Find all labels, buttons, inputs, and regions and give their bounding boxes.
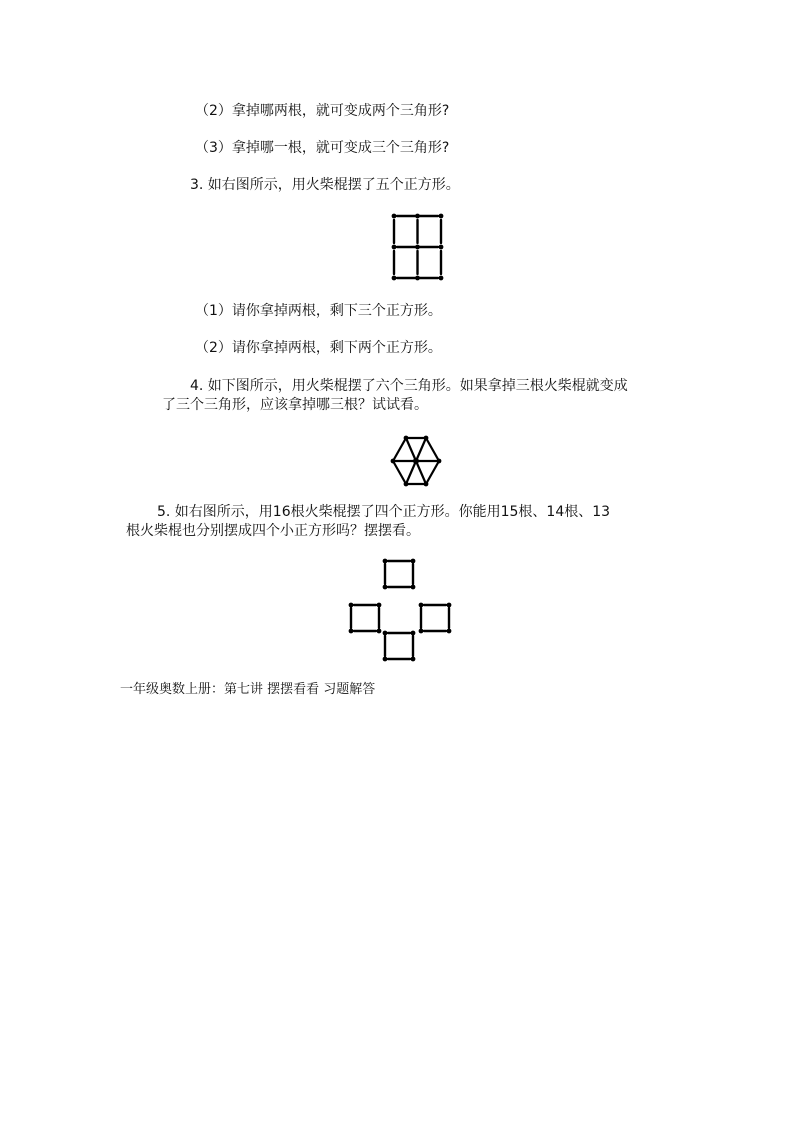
problem2-q2: （2）拿掉哪两根，就可变成两个三角形? xyxy=(195,103,450,119)
problem5-line1: 5. 如右图所示，用16根火柴棍摆了四个正方形。你能用15根、14根、13 xyxy=(157,504,611,520)
problem3-q1: （1）请你拿掉两根，剩下三个正方形。 xyxy=(195,303,442,319)
problem3-q2: （2）请你拿掉两根，剩下两个正方形。 xyxy=(195,340,442,356)
problem5-line2: 根火柴棍也分别摆成四个小正方形吗？摆摆看。 xyxy=(126,523,420,539)
problem4-line2: 了三个三角形，应该拿掉哪三根？试试看。 xyxy=(162,397,428,413)
hexagon-figure xyxy=(386,434,446,490)
footer-caption: 一年级奥数上册：第七讲 摆摆看看 习题解答 xyxy=(120,682,376,697)
problem3-statement: 3. 如右图所示，用火柴棍摆了五个正方形。 xyxy=(190,177,460,193)
problem2-q3: （3）拿掉哪一根，就可变成三个三角形? xyxy=(195,140,450,156)
four-squares-figure xyxy=(345,556,457,666)
five-squares-figure xyxy=(388,211,448,283)
problem4-line1: 4. 如下图所示，用火柴棍摆了六个三角形。如果拿掉三根火柴棍就变成 xyxy=(190,378,628,394)
